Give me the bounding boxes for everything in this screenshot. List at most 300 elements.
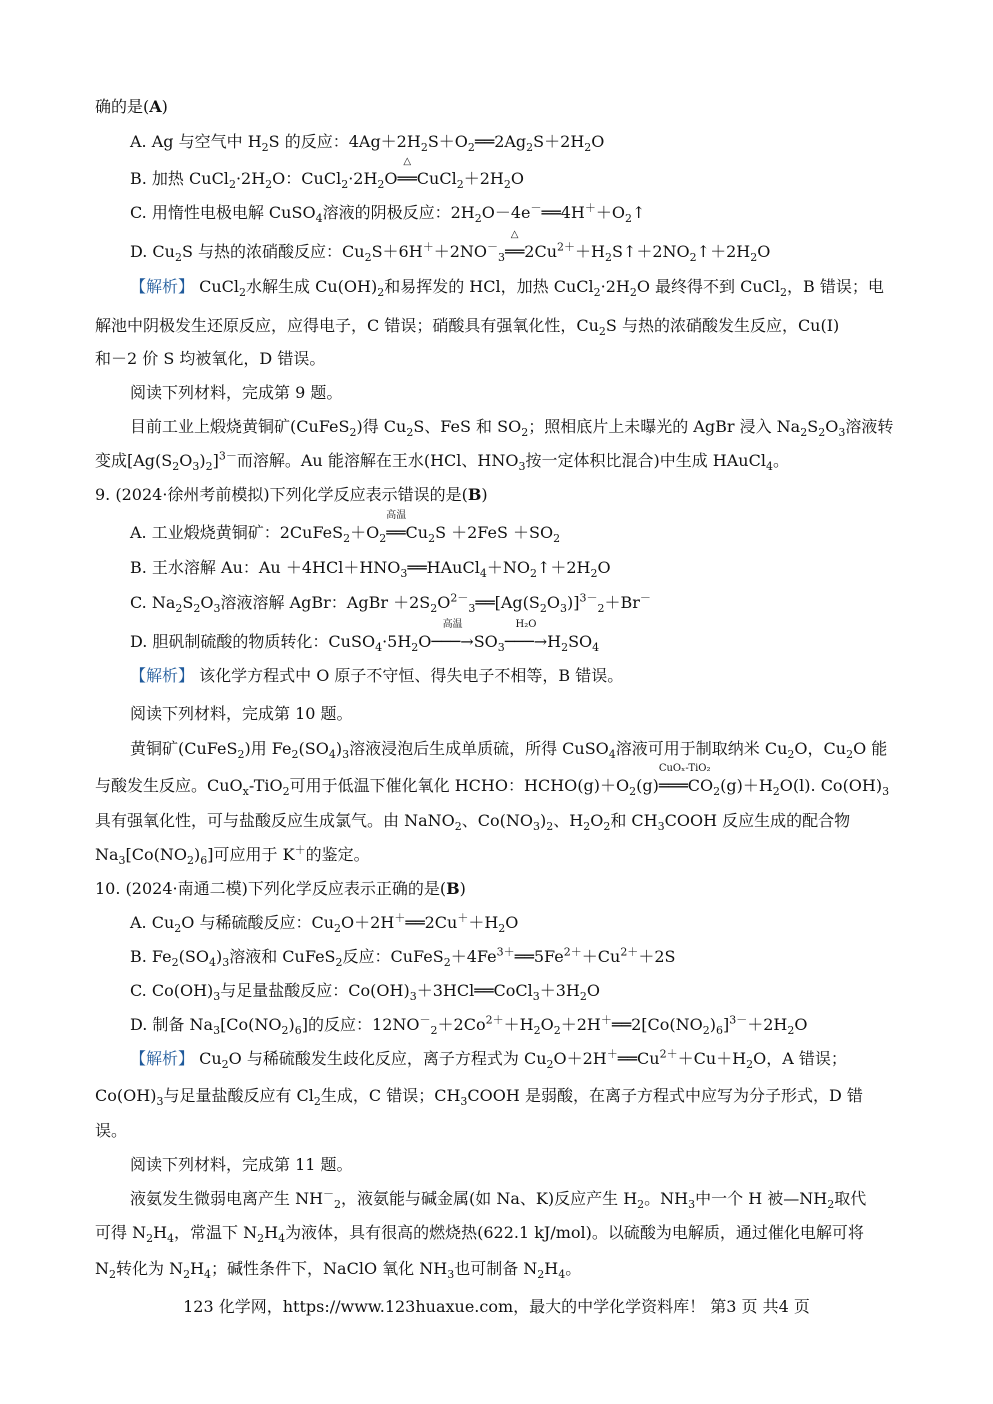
text-segment: 阅读下列材料，完成第 10 题。 bbox=[130, 704, 353, 723]
text-segment: ＋3H bbox=[539, 981, 580, 1000]
subscript: 6 bbox=[294, 1024, 302, 1038]
text-segment: 也可制备 N bbox=[454, 1259, 538, 1278]
subscript: 2 bbox=[428, 532, 436, 546]
text-segment: (SO bbox=[178, 947, 209, 966]
superscript: ＋ bbox=[457, 911, 469, 925]
text-segment: 和－2 价 S 均被氧化，D 错误。 bbox=[95, 349, 326, 368]
subscript: 2 bbox=[443, 956, 451, 970]
text-segment: O 能 bbox=[853, 739, 888, 758]
subscript: 2 bbox=[503, 178, 511, 192]
reaction-arrow bbox=[431, 619, 474, 653]
text-segment: O－4e bbox=[481, 203, 531, 222]
text-segment: O 与稀硫酸反应：Cu bbox=[181, 913, 335, 932]
option-b bbox=[130, 156, 915, 192]
text-segment: CuCl bbox=[416, 169, 457, 188]
subscript: 2 bbox=[228, 178, 236, 192]
subscript: 2 bbox=[456, 178, 464, 192]
subscript: 2 bbox=[174, 922, 182, 936]
text-segment: ]可应用于 K bbox=[207, 845, 295, 864]
subscript: 4 bbox=[328, 748, 336, 762]
text-segment: ) bbox=[215, 947, 223, 966]
text-segment: ) bbox=[161, 97, 168, 116]
material-paragraph bbox=[130, 1188, 915, 1210]
text-segment: ＋O bbox=[350, 523, 380, 542]
text-segment: 的鉴定。 bbox=[305, 845, 370, 864]
reaction-condition: △ bbox=[403, 156, 412, 167]
text-segment: O bbox=[590, 811, 604, 830]
text-segment: ) bbox=[709, 1015, 716, 1034]
text-segment: H bbox=[190, 1259, 205, 1278]
arrow-symbol: ───→ bbox=[504, 632, 548, 651]
subscript: 2 bbox=[521, 426, 529, 440]
text-segment: S bbox=[807, 417, 819, 436]
subscript: 2 bbox=[406, 426, 414, 440]
text-segment: ══2Ag bbox=[474, 132, 527, 151]
subscript: 2 bbox=[430, 1024, 438, 1038]
text-segment: ) bbox=[194, 845, 201, 864]
subscript: 2 bbox=[750, 251, 758, 265]
subscript: 2 bbox=[625, 212, 633, 226]
subscript: 2 bbox=[239, 286, 247, 300]
subscript: 2 bbox=[702, 1024, 710, 1038]
text-segment: 溶液浸泡后生成单质硫，所得 CuSO bbox=[349, 739, 609, 758]
subscript: 2 bbox=[193, 602, 201, 616]
text-segment: 9. (2024·徐州考前模拟)下列化学反应表示错误的是( bbox=[95, 485, 468, 504]
subscript: 2 bbox=[787, 1024, 795, 1038]
text-segment: (SO bbox=[298, 739, 329, 758]
subscript: 4 bbox=[278, 1232, 286, 1246]
subscript: 3 bbox=[409, 990, 417, 1004]
text-segment: ＋2S bbox=[638, 947, 676, 966]
text-segment: O bbox=[510, 169, 524, 188]
option-b bbox=[130, 946, 915, 968]
subscript: 2 bbox=[171, 956, 179, 970]
subscript: 2 bbox=[539, 602, 547, 616]
text-segment: COOH 反应生成的配合物 bbox=[664, 811, 851, 830]
arrow-symbol: ══ bbox=[397, 169, 417, 188]
text-segment: O，Cu bbox=[794, 739, 847, 758]
text-segment: 目前工业上煅烧黄铜矿(CuFeS bbox=[130, 417, 350, 436]
text-segment: ＋O bbox=[595, 203, 626, 222]
text-segment: ·2H bbox=[235, 169, 266, 188]
analysis-paragraph bbox=[130, 276, 915, 298]
text-segment: 阅读下列材料，完成第 9 题。 bbox=[130, 383, 343, 402]
subscript: 2 bbox=[584, 141, 592, 155]
text-segment: 、Co(NO bbox=[461, 811, 533, 830]
text-segment: S 与热的浓硝酸反应：Cu bbox=[181, 242, 365, 261]
subscript: 4 bbox=[608, 748, 616, 762]
subscript: 2 bbox=[430, 602, 438, 616]
text-segment: CuCl bbox=[194, 277, 240, 296]
text-segment: 与酸发生反应。CuO bbox=[95, 776, 243, 795]
text-segment: S ＋2FeS ＋SO bbox=[435, 523, 554, 542]
subscript: 2 bbox=[364, 251, 372, 265]
text-line bbox=[95, 1222, 915, 1244]
subscript: 2 bbox=[579, 990, 587, 1004]
text-segment: H bbox=[264, 1223, 279, 1242]
subscript: 2 bbox=[467, 141, 475, 155]
text-segment: 中一个 H 被—NH bbox=[695, 1189, 828, 1208]
subscript: 3 bbox=[213, 1024, 221, 1038]
answer-letter: A bbox=[149, 97, 162, 116]
text-segment: H bbox=[544, 1259, 559, 1278]
text-segment: ＋Br bbox=[604, 593, 640, 612]
text-segment: )] bbox=[566, 593, 580, 612]
subscript: 2 bbox=[593, 286, 601, 300]
subscript: 3 bbox=[882, 785, 890, 799]
text-segment: 阅读下列材料，完成第 11 题。 bbox=[130, 1155, 353, 1174]
subscript: 3 bbox=[213, 602, 221, 616]
subscript: 4 bbox=[315, 212, 323, 226]
superscript: － bbox=[419, 1013, 431, 1027]
subscript: 2 bbox=[629, 785, 637, 799]
text-segment: 误。 bbox=[95, 1121, 128, 1140]
text-segment: 与足量盐酸反应：Co(OH) bbox=[220, 981, 410, 1000]
subscript: 2 bbox=[221, 1058, 229, 1072]
superscript: 2＋ bbox=[620, 945, 639, 959]
subscript: 2 bbox=[334, 1198, 342, 1212]
subscript: 2 bbox=[604, 251, 612, 265]
subscript: 2 bbox=[546, 1058, 554, 1072]
subscript: 4 bbox=[208, 956, 216, 970]
page-footer: 123 化学网，https://www.123huaxue.com，最大的中学化学资料库！ 第3 页 共4 页 bbox=[183, 1297, 810, 1316]
text-segment: 10. (2024·南通二模)下列化学反应表示正确的是( bbox=[95, 879, 447, 898]
subscript: 2 bbox=[257, 1232, 265, 1246]
subscript: 2 bbox=[454, 820, 462, 834]
superscript: － bbox=[487, 240, 499, 254]
text-segment: S＋O bbox=[427, 132, 468, 151]
subscript: 4 bbox=[479, 567, 487, 581]
superscript: 3＋ bbox=[496, 945, 515, 959]
subscript: 3 bbox=[533, 820, 540, 834]
reaction-condition: CuOₓ-TiO₂ bbox=[658, 763, 711, 774]
subscript: 3 bbox=[460, 1095, 468, 1109]
text-segment: ══Cu bbox=[617, 1049, 660, 1068]
text-segment: 取代 bbox=[834, 1189, 867, 1208]
subscript: 2 bbox=[689, 251, 697, 265]
text-segment: O 与稀硫酸发生歧化反应，离子方程式为 Cu bbox=[228, 1049, 547, 1068]
superscript: 3－ bbox=[579, 591, 598, 605]
text-segment: C. Co(OH) bbox=[130, 981, 214, 1000]
material-paragraph bbox=[130, 738, 915, 760]
text-segment: SO bbox=[568, 632, 593, 651]
subscript: 6 bbox=[200, 854, 208, 868]
text-segment: [Co(NO bbox=[220, 1015, 282, 1034]
text-segment: Cu bbox=[194, 1049, 222, 1068]
subscript: 3 bbox=[559, 602, 567, 616]
subscript: 2 bbox=[553, 1024, 561, 1038]
subscript: 4 bbox=[765, 460, 773, 474]
subscript: 3 bbox=[222, 956, 230, 970]
text-segment: ↑＋2H bbox=[536, 558, 591, 577]
option-c bbox=[130, 592, 915, 614]
text-segment: 。 bbox=[772, 451, 789, 470]
text-segment: 和易挥发的 HCl，加热 CuCl bbox=[384, 277, 594, 296]
subscript: 2 bbox=[411, 641, 419, 655]
text-line bbox=[95, 810, 915, 832]
subscript: 4 bbox=[204, 1268, 212, 1282]
subscript: 2 bbox=[205, 460, 213, 474]
superscript: － bbox=[323, 1187, 335, 1201]
superscript: 2＋ bbox=[563, 945, 582, 959]
text-segment: B. 加热 CuCl bbox=[130, 169, 229, 188]
subscript: 2 bbox=[787, 748, 795, 762]
text-segment: ＋NO bbox=[486, 558, 530, 577]
text-segment: 溶液溶解 AgBr：AgBr ＋2S bbox=[220, 593, 431, 612]
arrow-symbol: ══ bbox=[505, 242, 525, 261]
reading-instruction bbox=[130, 1154, 915, 1176]
subscript: 3 bbox=[688, 1198, 696, 1212]
text-segment: O bbox=[757, 242, 771, 261]
text-segment: O，A 错误； bbox=[753, 1049, 847, 1068]
text-segment: O bbox=[384, 169, 398, 188]
answer-letter: B bbox=[446, 879, 460, 898]
subscript: x bbox=[242, 785, 249, 799]
arrow-symbol: ───→ bbox=[431, 632, 474, 651]
superscript: ＋ bbox=[394, 911, 406, 925]
subscript: 3 bbox=[156, 1095, 164, 1109]
subscript: 2 bbox=[498, 922, 506, 936]
subscript: 2 bbox=[846, 748, 854, 762]
subscript: 3 bbox=[342, 748, 350, 762]
text-segment: [Co(NO bbox=[125, 845, 188, 864]
text-segment: O＋2H bbox=[341, 913, 395, 932]
text-segment: ]的反应：12NO bbox=[301, 1015, 420, 1034]
text-segment: ══2[Co(NO bbox=[611, 1015, 703, 1034]
text-segment: S bbox=[182, 593, 194, 612]
subscript: 4 bbox=[167, 1232, 175, 1246]
subscript: 3 bbox=[497, 641, 505, 655]
text-segment: H bbox=[547, 632, 562, 651]
text-segment: ) bbox=[540, 811, 547, 830]
text-segment: )得 Cu bbox=[356, 417, 407, 436]
text-segment: ＋2NO bbox=[433, 242, 488, 261]
text-segment: ══2Cu bbox=[405, 913, 458, 932]
reaction-arrow bbox=[386, 510, 407, 544]
text-segment: ] bbox=[212, 451, 219, 470]
subscript: 2 bbox=[800, 426, 808, 440]
text-line bbox=[95, 450, 915, 472]
option-a bbox=[130, 912, 915, 934]
text-segment: ══[Ag(S bbox=[475, 593, 540, 612]
subscript: 2 bbox=[529, 567, 537, 581]
reading-instruction bbox=[130, 703, 915, 725]
text-segment: 。NH bbox=[644, 1189, 689, 1208]
subscript: 3 bbox=[400, 567, 408, 581]
subscript: 2 bbox=[109, 1268, 116, 1282]
text-line bbox=[95, 1258, 915, 1280]
text-segment: O bbox=[505, 913, 519, 932]
text-segment: (g) bbox=[636, 776, 659, 795]
text-segment: A. Cu bbox=[130, 913, 175, 932]
text-segment: 、H bbox=[553, 811, 584, 830]
text-segment: ══HAuCl bbox=[407, 558, 480, 577]
text-segment: O bbox=[586, 981, 600, 1000]
subscript: 3 bbox=[118, 854, 126, 868]
question-heading bbox=[95, 484, 915, 506]
text-segment: 和 CH bbox=[610, 811, 658, 830]
subscript: 2 bbox=[772, 785, 780, 799]
subscript: 2 bbox=[526, 141, 534, 155]
subscript: 2 bbox=[603, 820, 611, 834]
subscript: 3 bbox=[657, 820, 665, 834]
text-line bbox=[95, 1120, 915, 1142]
text-segment: 变成[Ag(S bbox=[95, 451, 173, 470]
subscript: 2 bbox=[237, 748, 245, 762]
text-line bbox=[95, 315, 915, 337]
text-segment: O bbox=[591, 132, 605, 151]
text-segment: O bbox=[418, 632, 432, 651]
option-a bbox=[130, 510, 915, 546]
text-segment: O bbox=[437, 593, 451, 612]
text-segment: D. 制备 Na bbox=[130, 1015, 214, 1034]
text-segment: ·2H bbox=[348, 169, 378, 188]
subscript: 3 bbox=[447, 1268, 455, 1282]
text-segment: 水解生成 Cu(OH) bbox=[246, 277, 378, 296]
text-line bbox=[95, 348, 915, 370]
text-segment: ) bbox=[288, 1015, 295, 1034]
option-c bbox=[130, 980, 915, 1002]
text-segment: COOH 是弱酸，在离子方程式中应写为分子形式，D 错 bbox=[467, 1086, 863, 1105]
text-segment: Na bbox=[95, 845, 119, 864]
subscript: 3 bbox=[838, 426, 846, 440]
text-line bbox=[95, 96, 915, 118]
text-segment: 2Cu bbox=[524, 242, 558, 261]
text-segment: C. 用惰性电极电解 CuSO bbox=[130, 203, 316, 222]
text-segment: (g)＋H bbox=[720, 776, 773, 795]
subscript: 2 bbox=[827, 1198, 835, 1212]
subscript: 4 bbox=[592, 641, 600, 655]
text-segment: 解池中阴极发生还原反应，应得电子，C 错误；硝酸具有强氧化性，Cu bbox=[95, 316, 599, 335]
analysis-paragraph bbox=[130, 1048, 915, 1070]
text-segment: 黄铜矿(CuFeS bbox=[130, 739, 238, 758]
subscript: 2 bbox=[377, 178, 385, 192]
material-paragraph bbox=[130, 416, 915, 438]
question-heading bbox=[95, 878, 915, 900]
text-segment: ↑ bbox=[632, 203, 646, 222]
subscript: 2 bbox=[474, 212, 482, 226]
text-segment: 转化为 N bbox=[116, 1259, 184, 1278]
text-segment: S 的反应：4Ag＋2H bbox=[268, 132, 421, 151]
subscript: 2 bbox=[313, 1095, 321, 1109]
superscript: 2－ bbox=[450, 591, 469, 605]
text-segment: A. 工业煅烧黄铜矿：2CuFeS bbox=[130, 523, 344, 542]
analysis-label: 【解析】 bbox=[130, 666, 195, 685]
subscript: 2 bbox=[377, 286, 385, 300]
text-segment: S＋6H bbox=[371, 242, 423, 261]
subscript: 2 bbox=[379, 532, 387, 546]
subscript: 2 bbox=[746, 1058, 754, 1072]
text-segment: O＋2H bbox=[553, 1049, 607, 1068]
subscript: 2 bbox=[713, 785, 721, 799]
text-segment: O bbox=[200, 593, 214, 612]
subscript: 6 bbox=[716, 1024, 723, 1038]
superscript: ＋ bbox=[606, 1047, 618, 1061]
text-segment: ══5Fe bbox=[514, 947, 564, 966]
text-segment: )用 Fe bbox=[244, 739, 292, 758]
text-segment: ；碱性条件下，NaClO 氧化 NH bbox=[211, 1259, 448, 1278]
text-segment: B. Fe bbox=[130, 947, 172, 966]
superscript: － bbox=[639, 591, 651, 605]
text-segment: ＋2H bbox=[560, 1015, 601, 1034]
superscript: 2＋ bbox=[557, 240, 576, 254]
superscript: ＋ bbox=[422, 240, 434, 254]
text-segment: ＋2H bbox=[463, 169, 504, 188]
subscript: 2 bbox=[533, 1024, 541, 1038]
arrow-symbol: ═══ bbox=[658, 776, 688, 795]
subscript: 2 bbox=[341, 178, 349, 192]
subscript: 2 bbox=[818, 426, 826, 440]
subscript: 3 bbox=[192, 460, 200, 474]
text-segment: ＋H bbox=[468, 913, 499, 932]
superscript: － bbox=[530, 201, 542, 215]
analysis-label: 【解析】 bbox=[130, 277, 195, 296]
analysis-paragraph bbox=[130, 665, 915, 687]
superscript: 2＋ bbox=[485, 1013, 504, 1027]
text-segment: ＋2H bbox=[747, 1015, 788, 1034]
text-segment: SO bbox=[473, 632, 498, 651]
text-segment: ＋3HCl══CoCl bbox=[416, 981, 533, 1000]
subscript: 3 bbox=[498, 251, 506, 265]
subscript: 2 bbox=[265, 178, 273, 192]
text-segment: 液氨发生微弱电离产生 NH bbox=[130, 1189, 324, 1208]
superscript: 3－ bbox=[218, 449, 237, 463]
subscript: 2 bbox=[420, 141, 428, 155]
text-segment: 可用于低温下催化氧化 HCHO：HCHO(g)＋O bbox=[289, 776, 630, 795]
text-segment: 而溶解。Au 能溶解在王水(HCl、HNO bbox=[236, 451, 519, 470]
option-d bbox=[130, 619, 915, 655]
option-d bbox=[130, 1014, 915, 1036]
text-segment: S↑＋2NO bbox=[611, 242, 690, 261]
text-segment: B. 王水溶解 Au：Au ＋4HCl＋HNO bbox=[130, 558, 401, 577]
text-segment: 反应：CuFeS bbox=[342, 947, 444, 966]
text-segment: H bbox=[153, 1223, 168, 1242]
text-line bbox=[95, 844, 915, 866]
superscript: ＋ bbox=[600, 1013, 612, 1027]
text-segment: 与足量盐酸反应有 Cl bbox=[163, 1086, 314, 1105]
text-segment: D. 胆矾制硫酸的物质转化：CuSO bbox=[130, 632, 376, 651]
subscript: 2 bbox=[335, 956, 343, 970]
subscript: 2 bbox=[637, 1198, 645, 1212]
text-segment: O bbox=[597, 558, 611, 577]
subscript: 2 bbox=[175, 602, 183, 616]
superscript: ＋ bbox=[584, 201, 596, 215]
subscript: 2 bbox=[590, 567, 598, 581]
text-segment: ＋H bbox=[503, 1015, 534, 1034]
text-segment: ；照相底片上未曝光的 AgBr 浸入 Na bbox=[528, 417, 801, 436]
subscript: 2 bbox=[282, 785, 290, 799]
subscript: 2 bbox=[349, 426, 357, 440]
subscript: 2 bbox=[553, 532, 561, 546]
subscript: 2 bbox=[583, 820, 591, 834]
reaction-arrow bbox=[397, 156, 417, 190]
analysis-label: 【解析】 bbox=[130, 1049, 195, 1068]
subscript: 2 bbox=[183, 1268, 191, 1282]
reaction-condition: 高温 bbox=[386, 510, 407, 521]
text-segment: ＋Cu＋H bbox=[677, 1049, 747, 1068]
subscript: 2 bbox=[546, 820, 554, 834]
option-c bbox=[130, 202, 915, 224]
text-segment: 溶液转 bbox=[845, 417, 894, 436]
text-segment: ) bbox=[335, 739, 343, 758]
text-segment: 溶液的阴极反应：2H bbox=[322, 203, 475, 222]
subscript: 2 bbox=[261, 141, 269, 155]
subscript: 2 bbox=[334, 922, 342, 936]
text-segment: 可得 N bbox=[95, 1223, 147, 1242]
text-segment: O：CuCl bbox=[272, 169, 342, 188]
text-segment: ══4H bbox=[541, 203, 585, 222]
text-line bbox=[95, 1085, 915, 1107]
